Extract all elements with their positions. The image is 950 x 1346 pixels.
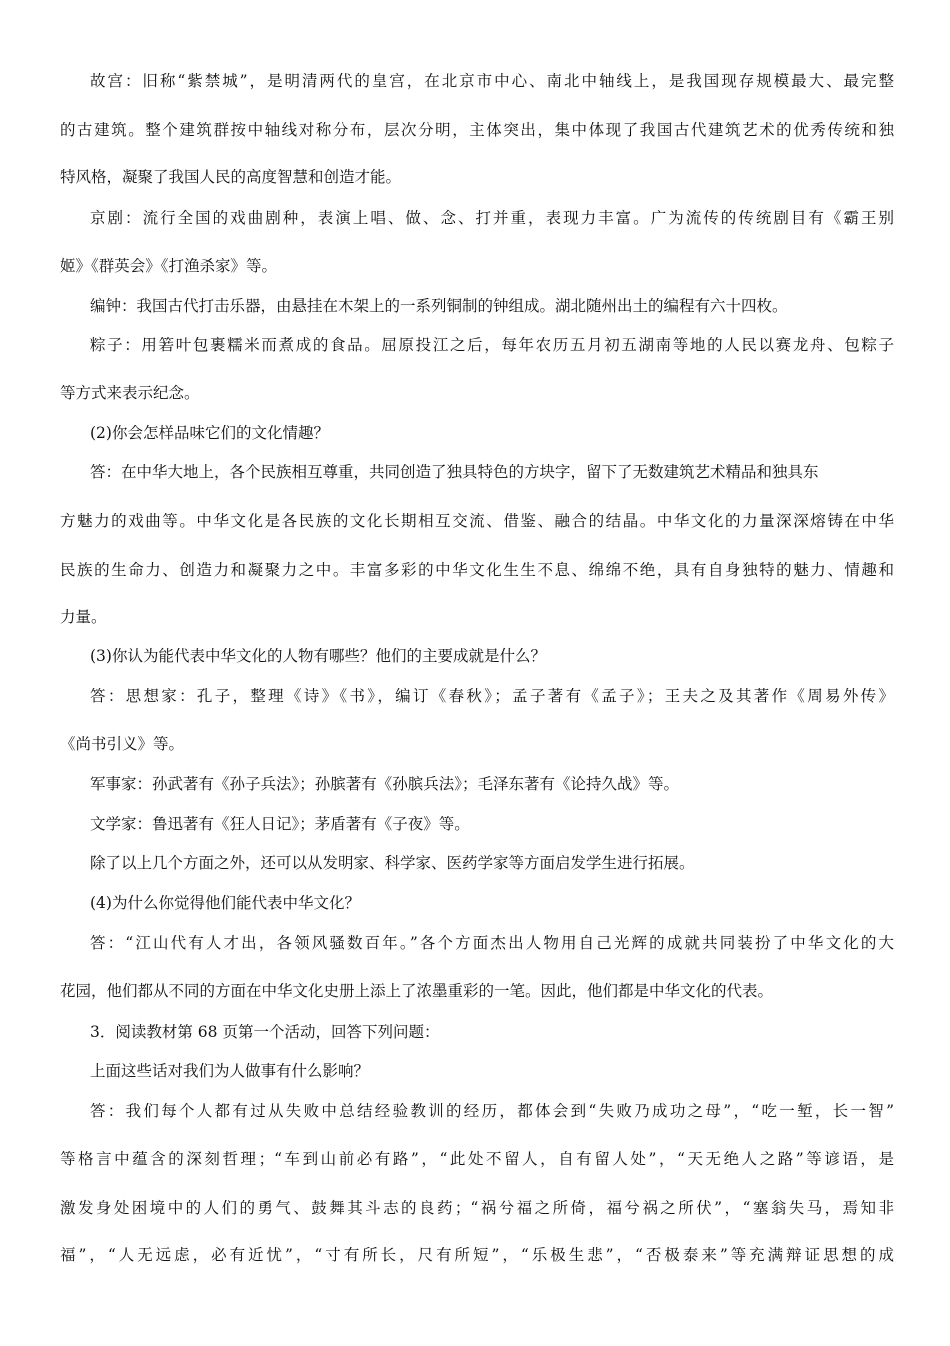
- text-line: 《尚书引义》等。: [60, 735, 185, 753]
- text-line: 粽子：用箬叶包裹糯米而煮成的食品。屈原投江之后，每年农历五月初五湖南等地的人民以赛龙舟、包粽子: [90, 336, 894, 354]
- text-line: 京剧：流行全国的戏曲剧种，表演上唱、做、念、打并重，表现力丰富。广为流传的传统剧目有《霸王别: [90, 209, 894, 227]
- question-heading: (4)为什么你觉得他们能代表中华文化？: [90, 894, 360, 912]
- text-line: 等格言中蕴含的深刻哲理；“车到山前必有路”，“此处不留人，自有留人处”，“天无绝人之路”等谚语，是: [60, 1150, 894, 1168]
- text-line: 答：我们每个人都有过从失败中总结经验教训的经历，都体会到“失败乃成功之母”，“吃一堑，长一智”: [90, 1102, 894, 1120]
- text-line: 方魅力的戏曲等。中华文化是各民族的文化长期相互交流、借鉴、融合的结晶。中华文化的力量深深熔铸在中华: [60, 512, 894, 530]
- text-line: 答：思想家：孔子，整理《诗》《书》，编订《春秋》；孟子著有《孟子》；王夫之及其著作《周易外传》: [90, 687, 894, 705]
- text-line: 等方式来表示纪念。: [60, 384, 200, 402]
- text-line: 故宫：旧称“紫禁城”，是明清两代的皇宫，在北京市中心、南北中轴线上，是我国现存规模最大、最完整: [90, 72, 894, 90]
- text-line: 除了以上几个方面之外，还可以从发明家、科学家、医药学家等方面启发学生进行拓展。: [90, 854, 695, 872]
- text-line: 花园，他们都从不同的方面在中华文化史册上添上了浓墨重彩的一笔。因此，他们都是中华文化的代表。: [60, 982, 774, 1000]
- text-line: 姬》《群英会》《打渔杀家》等。: [60, 257, 278, 275]
- text-line: 答：“江山代有人才出，各领风骚数百年。”各个方面杰出人物用自己光辉的成就共同装扮了中华文化的大: [90, 934, 894, 952]
- section-heading: 3．阅读教材第 68 页第一个活动，回答下列问题：: [90, 1023, 440, 1041]
- text-line: 军事家：孙武著有《孙子兵法》；孙膑著有《孙膑兵法》；毛泽东著有《论持久战》等。: [90, 775, 680, 793]
- text-line: 福”，“人无远虑，必有近忧”，“寸有所长，尺有所短”，“乐极生悲”，“否极泰来”等充满辩证思想的成: [60, 1246, 894, 1264]
- question-heading: (2)你会怎样品味它们的文化情趣？: [90, 424, 329, 442]
- text-line: 的古建筑。整个建筑群按中轴线对称分布，层次分明，主体突出，集中体现了我国古代建筑艺术的优秀传统和独: [60, 121, 894, 139]
- question-heading: 上面这些话对我们为人做事有什么影响？: [90, 1062, 370, 1080]
- text-line: 文学家：鲁迅著有《狂人日记》；茅盾著有《子夜》等。: [90, 815, 470, 833]
- question-heading: (3)你认为能代表中华文化的人物有哪些？他们的主要成就是什么？: [90, 647, 546, 665]
- text-line: 激发身处困境中的人们的勇气、鼓舞其斗志的良药；“祸兮福之所倚，福兮祸之所伏”，“塞翁失马，焉知非: [60, 1199, 894, 1217]
- text-line: 民族的生命力、创造力和凝聚力之中。丰富多彩的中华文化生生不息、绵绵不绝，具有自身独特的魅力、情趣和: [60, 561, 894, 579]
- text-line: 答：在中华大地上，各个民族相互尊重，共同创造了独具特色的方块字，留下了无数建筑艺术精品和独具东: [90, 463, 819, 481]
- text-line: 力量。: [60, 608, 107, 626]
- text-line: 编钟：我国古代打击乐器，由悬挂在木架上的一系列铜制的钟组成。湖北随州出土的编程有六十四枚。: [90, 297, 788, 315]
- text-line: 特风格，凝聚了我国人民的高度智慧和创造才能。: [60, 168, 402, 186]
